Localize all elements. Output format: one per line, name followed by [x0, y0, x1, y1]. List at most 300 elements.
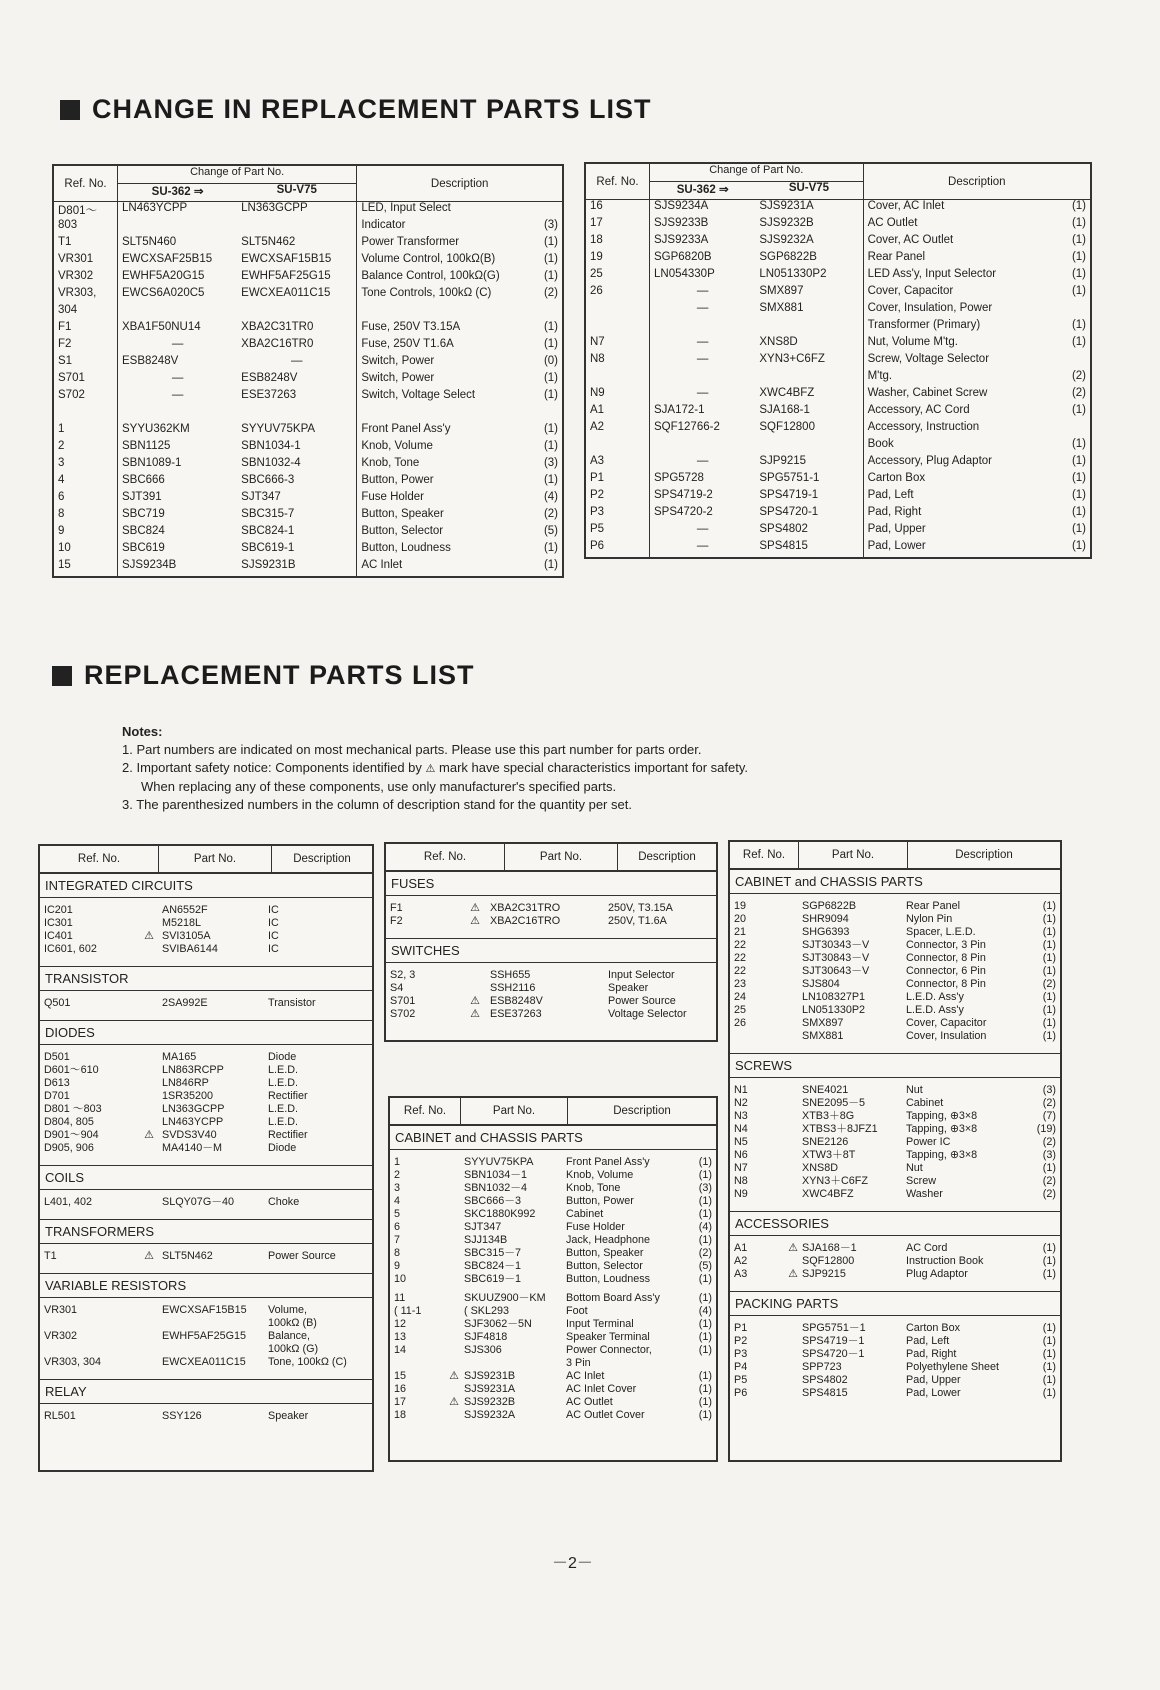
part-no: SJS804: [802, 978, 840, 990]
ref-no: P2: [590, 489, 605, 501]
safety-icon: [136, 1304, 162, 1317]
th-change-r: Change of Part No.: [650, 163, 864, 182]
quantity: (1): [698, 1331, 712, 1343]
old-part-no: SPG5728: [650, 472, 756, 489]
ref-no: 25: [590, 268, 603, 280]
quantity: (1): [1042, 965, 1056, 977]
new-part-no: [237, 406, 357, 423]
description: Rectifier: [268, 1090, 308, 1102]
description: Cover, Insulation: [906, 1030, 987, 1042]
new-part-no: SJS9232B: [759, 217, 814, 229]
part-no: ESB8248V: [490, 995, 543, 1007]
change-row: [53, 304, 563, 321]
description: Foot: [566, 1305, 588, 1317]
change-row: [53, 372, 563, 389]
change-row: [585, 268, 1091, 285]
parts-row: [734, 965, 1056, 978]
description: Screw, Voltage Selector: [863, 353, 1058, 370]
description: Power Connector,: [566, 1344, 652, 1356]
quantity: [388, 1064, 390, 1077]
group-title: CABINET and CHASSIS PARTS: [390, 1126, 716, 1150]
new-part-no: XNS8D: [759, 336, 798, 348]
replacement-section-title: [52, 660, 475, 691]
col-ref: Ref. No.: [403, 1105, 447, 1117]
old-part-no: SPS4720-2: [650, 506, 756, 523]
quantity: [710, 982, 712, 995]
col-desc: Description: [567, 1098, 716, 1124]
ref-no: F1: [58, 321, 72, 333]
safety-icon: [784, 1335, 802, 1348]
ref-no: D801 ～803: [44, 1103, 102, 1115]
safety-icon: ⚠: [788, 1242, 798, 1254]
part-no: XNS8D: [802, 1162, 839, 1174]
ref-no: S701: [58, 372, 85, 384]
safety-icon: [784, 939, 802, 952]
quantity: [710, 915, 712, 928]
parts-row: [734, 1110, 1056, 1123]
ref-no: A2: [734, 1255, 748, 1267]
description: Tone Controls, 100kΩ (C): [357, 287, 535, 304]
ref-no: N3: [734, 1110, 748, 1122]
part-no: SJT30643－V: [802, 965, 870, 977]
part-no: SBN1034－1: [464, 1169, 528, 1181]
new-part-no: ESB8248V: [241, 372, 298, 384]
group-title: VARIABLE RESISTORS: [40, 1273, 372, 1298]
description: Input Terminal: [566, 1318, 634, 1330]
ref-no: N7: [590, 336, 605, 348]
parts-row: [390, 1008, 712, 1021]
description: Front Panel Ass'y: [357, 423, 535, 440]
notes-heading: Notes:: [122, 724, 163, 739]
quantity: (3): [543, 219, 558, 231]
old-part-no: —: [650, 523, 756, 540]
safety-icon: [136, 1090, 162, 1103]
parts-row: [44, 1064, 368, 1077]
part-no: LN463YCPP: [162, 1116, 224, 1128]
safety-icon: [784, 1084, 802, 1097]
new-part-no: [755, 319, 863, 336]
parts-row: [44, 1330, 368, 1343]
change-row: [585, 489, 1091, 506]
ref-no: D501: [44, 1051, 70, 1063]
group-rows: [40, 1190, 372, 1213]
ref-no: N9: [590, 387, 605, 399]
new-part-no: SJT347: [241, 491, 281, 503]
ref-no: 17: [394, 1396, 407, 1408]
ref-no: 22: [734, 965, 747, 977]
page-number: －2－: [552, 1555, 593, 1572]
description: Screw: [906, 1175, 936, 1187]
ref-no: 21: [734, 926, 747, 938]
parts-row: [734, 1242, 1056, 1255]
parts-header-2a: [386, 844, 716, 872]
quantity: (1): [1071, 217, 1086, 229]
change-row: [53, 219, 563, 236]
change-row: [53, 508, 563, 525]
parts-row: [394, 1305, 712, 1318]
parts-groups-2b: [390, 1126, 716, 1426]
group-title: DIODES: [40, 1020, 372, 1045]
parts-row: [734, 1348, 1056, 1361]
description: Front Panel Ass'y: [566, 1156, 650, 1168]
old-part-no: SJS9234B: [118, 559, 238, 577]
safety-icon: [784, 952, 802, 965]
parts-row: [734, 1162, 1056, 1175]
quantity: (3): [698, 1182, 712, 1194]
description: Pad, Upper: [863, 523, 1058, 540]
ref-no: D613: [44, 1077, 70, 1089]
new-part-no: SJP9215: [759, 455, 807, 467]
th-from-r: SU-362 ⇒: [650, 182, 756, 200]
ref-no: N8: [734, 1175, 748, 1187]
description: Washer, Cabinet Screw: [863, 387, 1058, 404]
ref-no: A3: [734, 1268, 748, 1280]
safety-icon: ⚠: [470, 1008, 480, 1020]
ref-no: 8: [394, 1247, 401, 1259]
quantity: (1): [1042, 1361, 1056, 1373]
part-no: SJS9232A: [464, 1409, 516, 1421]
quantity: (1): [543, 253, 558, 265]
description: Button, Speaker: [357, 508, 535, 525]
quantity: [388, 1051, 390, 1064]
old-part-no: SQF12766-2: [650, 421, 756, 438]
quantity: (1): [1071, 319, 1086, 331]
ref-no: N9: [734, 1188, 748, 1200]
safety-icon: [784, 1017, 802, 1030]
ref-no: D801～: [58, 205, 97, 217]
ref-no: 17: [590, 217, 603, 229]
ref-no: Q501: [44, 997, 71, 1009]
old-part-no: —: [650, 540, 756, 558]
group-rows: [730, 1078, 1060, 1205]
quantity: (1): [543, 236, 558, 248]
ref-no: [585, 302, 650, 319]
description: Pad, Right: [863, 506, 1058, 523]
parts-row: [394, 1156, 712, 1169]
parts-row: [734, 926, 1056, 939]
group-rows: [40, 991, 372, 1014]
part-no: AN6552F: [162, 904, 208, 916]
quantity: (2): [543, 508, 558, 520]
safety-icon: [784, 978, 802, 991]
change-row: [585, 319, 1091, 336]
quantity: (2): [1042, 1097, 1056, 1109]
arrow-right-icon: ⇒: [718, 184, 729, 196]
change-row: [585, 506, 1091, 523]
old-part-no: [650, 370, 756, 387]
ref-no: S2, 3: [390, 969, 416, 981]
parts-row: [734, 1175, 1056, 1188]
old-part-no: LN054330P: [650, 268, 756, 285]
quantity: (1): [1071, 506, 1086, 518]
description: Fuse, 250V T1.6A: [357, 338, 535, 355]
description: Button, Selector: [357, 525, 535, 542]
safety-icon: [444, 1221, 464, 1234]
parts-row: [394, 1357, 712, 1370]
parts-row: [734, 1268, 1056, 1281]
part-no: SBC315－7: [464, 1247, 522, 1259]
description: Diode: [268, 1142, 297, 1154]
ref-no: 15: [58, 559, 71, 571]
ref-no: A1: [734, 1242, 748, 1254]
quantity: (1): [1071, 404, 1086, 416]
description: Pad, Lower: [906, 1387, 961, 1399]
quantity: (1): [1071, 336, 1086, 348]
parts-row: [394, 1292, 712, 1305]
old-part-no: LN463YCPP: [118, 202, 238, 220]
safety-icon: [136, 1142, 162, 1155]
change-row: [53, 202, 563, 220]
quantity: (5): [543, 525, 558, 537]
ref-no: F1: [390, 902, 403, 914]
new-part-no: XBA2C31TR0: [241, 321, 314, 333]
new-part-no: SBN1032-4: [241, 457, 301, 469]
part-no: SPS4815: [802, 1387, 848, 1399]
new-part-no: EWHF5AF25G15: [241, 270, 331, 282]
th-to-r: SU-V75: [755, 182, 863, 200]
safety-icon: ⚠: [470, 995, 480, 1007]
ref-no: VR301: [44, 1304, 78, 1316]
old-part-no: [650, 438, 756, 455]
part-no: SNE2126: [802, 1136, 849, 1148]
description: Pad, Left: [906, 1335, 950, 1347]
quantity: (19): [1036, 1123, 1056, 1135]
group-rows: [730, 894, 1060, 1047]
new-part-no: LN363GCPP: [241, 202, 308, 214]
description: Speaker: [268, 1410, 309, 1422]
ref-no: 4: [58, 474, 65, 486]
description: Nylon Pin: [906, 913, 953, 925]
old-part-no: SJS9234A: [650, 200, 756, 218]
part-no: SJT30843－V: [802, 952, 870, 964]
quantity: (7): [1042, 1110, 1056, 1122]
ref-no: 803: [58, 219, 78, 231]
safety-icon: [784, 1004, 802, 1017]
part-no: SYYUV75KPA: [464, 1156, 534, 1168]
group-rows: [730, 1316, 1060, 1404]
ref-no: D901～904: [44, 1129, 99, 1141]
th-ref-r: Ref. No.: [585, 163, 650, 200]
safety-icon: [784, 1149, 802, 1162]
parts-row: [734, 1335, 1056, 1348]
part-no: SKC1880K992: [464, 1208, 536, 1220]
safety-icon: [136, 1317, 162, 1330]
parts-groups-3: [730, 870, 1060, 1404]
group-title: CABINET and CHASSIS PARTS: [730, 870, 1060, 894]
quantity: (2): [1042, 1175, 1056, 1187]
parts-row: [734, 1255, 1056, 1268]
description: AC Cord: [906, 1242, 948, 1254]
part-no: SJS306: [464, 1344, 502, 1356]
old-part-no: SJA172-1: [650, 404, 756, 421]
ref-no: 12: [394, 1318, 407, 1330]
ref-no: F2: [58, 338, 72, 350]
description: Power Source: [608, 995, 676, 1007]
ref-no: VR301: [58, 253, 94, 265]
safety-icon: [136, 1330, 162, 1343]
description: Switch, Voltage Select: [357, 389, 535, 406]
ref-no: [44, 1317, 136, 1330]
ref-no: 14: [394, 1344, 407, 1356]
parts-row: [390, 982, 712, 995]
quantity: (1): [1042, 939, 1056, 951]
quantity: [1058, 302, 1091, 319]
description: Diode: [268, 1051, 297, 1063]
ref-no: [734, 1030, 784, 1043]
part-no: SJF4818: [464, 1331, 508, 1343]
quantity: (1): [698, 1195, 712, 1207]
safety-icon: [444, 1383, 464, 1396]
change-title-text: CHANGE IN REPLACEMENT PARTS LIST: [92, 94, 652, 124]
ref-no: [585, 319, 650, 336]
description: 100kΩ (B): [268, 1317, 317, 1329]
parts-row: [44, 1129, 368, 1142]
description: Washer: [906, 1188, 943, 1200]
ref-no: ( 11-1: [394, 1305, 422, 1317]
quantity: [710, 995, 712, 1008]
description: L.E.D.: [268, 1064, 299, 1076]
part-no: XBA2C31TRO: [490, 902, 561, 914]
ref-no: [53, 406, 118, 423]
description: Cabinet: [566, 1208, 604, 1220]
new-part-no: SPG5751-1: [759, 472, 820, 484]
safety-icon: [444, 1318, 464, 1331]
ref-no: 9: [58, 525, 65, 537]
description: 250V, T1.6A: [608, 915, 667, 927]
ref-no: A2: [590, 421, 605, 433]
change-row: [585, 404, 1091, 421]
description: AC Inlet Cover: [566, 1383, 637, 1395]
group-title: ACCESSORIES: [730, 1211, 1060, 1236]
group-rows: [730, 1236, 1060, 1285]
parts-row: [734, 1123, 1056, 1136]
ref-no: 26: [590, 285, 603, 297]
safety-icon: [784, 991, 802, 1004]
part-no: LN363GCPP: [162, 1103, 225, 1115]
ref-no: S701: [390, 995, 416, 1007]
quantity: (1): [698, 1156, 712, 1168]
description: Cover, Insulation, Power: [863, 302, 1058, 319]
parts-row: [44, 1051, 368, 1064]
parts-row: [394, 1234, 712, 1247]
change-row: [585, 421, 1091, 438]
col-ref: Ref. No.: [77, 853, 121, 865]
new-part-no: —: [290, 355, 303, 367]
ref-no: N4: [734, 1123, 748, 1135]
old-part-no: SJS9233A: [650, 234, 756, 251]
description: Button, Loudness: [566, 1273, 651, 1285]
ref-no: A3: [590, 455, 605, 467]
new-part-no: SMX881: [759, 302, 804, 314]
old-part-no: SBC619: [118, 542, 238, 559]
part-no: EWCXEA011C15: [162, 1356, 246, 1368]
new-part-no: SLT5N462: [241, 236, 296, 248]
ref-no: 10: [58, 542, 71, 554]
ref-no: L401, 402: [44, 1196, 93, 1208]
description: Knob, Volume: [357, 440, 535, 457]
parts-row: [734, 1387, 1056, 1400]
part-no: SPS4719－1: [802, 1335, 865, 1347]
parts-row: [390, 969, 712, 982]
safety-icon: [444, 1344, 464, 1357]
ref-no: N7: [734, 1162, 748, 1174]
description: Switch, Power: [357, 355, 535, 372]
col-ref: Ref. No.: [423, 851, 467, 863]
group-rows: [40, 1244, 372, 1267]
description: Voltage Selector: [608, 1008, 687, 1020]
description: Fuse Holder: [566, 1221, 625, 1233]
description: Switch, Power: [357, 372, 535, 389]
part-no: SHR9094: [802, 913, 849, 925]
quantity: (1): [543, 559, 558, 571]
change-row: [53, 287, 563, 304]
parts-row: [394, 1383, 712, 1396]
parts-row: [734, 1017, 1056, 1030]
quantity: (4): [698, 1305, 712, 1317]
parts-row: [390, 902, 712, 915]
part-no: [162, 1317, 268, 1330]
description: Pad, Lower: [863, 540, 1058, 558]
part-no: SPP723: [802, 1361, 842, 1373]
description: Nut: [906, 1162, 923, 1174]
change-row: [53, 321, 563, 338]
safety-icon: [444, 1247, 464, 1260]
safety-icon: [784, 1110, 802, 1123]
part-no: SMX881: [802, 1030, 844, 1042]
change-row: [585, 234, 1091, 251]
col-part: Part No.: [158, 846, 271, 872]
description: Button, Loudness: [357, 542, 535, 559]
quantity: [710, 902, 712, 915]
part-no: SVDS3V40: [162, 1129, 217, 1141]
new-part-no: SYYUV75KPA: [241, 423, 316, 435]
ref-no: 20: [734, 913, 747, 925]
parts-header-1: [40, 846, 372, 874]
ref-no: D601～610: [44, 1064, 99, 1076]
quantity: (1): [698, 1383, 712, 1395]
description: Fuse, 250V T3.15A: [357, 321, 535, 338]
description: Tapping, ⊕3×8: [906, 1123, 978, 1135]
description: Pad, Left: [863, 489, 1058, 506]
part-no: SJT347: [464, 1221, 502, 1233]
ref-no: P4: [734, 1361, 748, 1373]
group-rows: [386, 896, 716, 932]
ref-no: 8: [58, 508, 65, 520]
group-rows: [40, 1404, 372, 1427]
description: Choke: [268, 1196, 300, 1208]
part-no: SNE4021: [802, 1084, 849, 1096]
ref-no: F2: [390, 915, 403, 927]
safety-icon: [784, 1348, 802, 1361]
ref-no: 11: [394, 1292, 406, 1304]
ref-no: IC601, 602: [44, 943, 97, 955]
parts-row: [394, 1260, 712, 1273]
part-no: SSH655: [490, 969, 531, 981]
description: Cover, AC Outlet: [863, 234, 1058, 251]
ref-no: T1: [44, 1250, 57, 1262]
col-desc: Description: [617, 844, 716, 870]
safety-icon: [444, 1208, 464, 1221]
description: Connector, 8 Pin: [906, 978, 986, 990]
old-part-no: SBN1089-1: [118, 457, 238, 474]
ref-no: 4: [394, 1195, 401, 1207]
new-part-no: SPS4719-1: [759, 489, 819, 501]
safety-icon: [784, 1188, 802, 1201]
section-bullet-icon: [52, 666, 72, 686]
part-no: 1SR35200: [162, 1090, 214, 1102]
description: 100kΩ (G): [268, 1343, 319, 1355]
old-part-no: [118, 219, 238, 236]
